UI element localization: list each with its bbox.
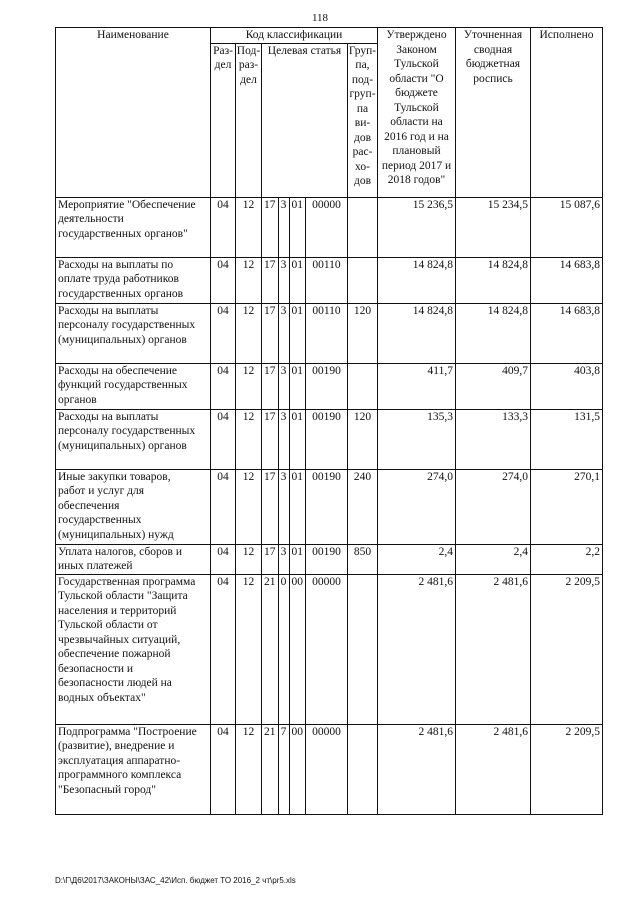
header-revised: Уточненная сводная бюджетная роспись [456,28,531,198]
row-expense-group: 850 [348,544,378,574]
row-target-subprogram: 3 [278,544,289,574]
row-approved: 14 824,8 [378,257,456,303]
row-revised: 274,0 [456,469,531,544]
row-executed: 14 683,8 [531,303,603,363]
row-target-event: 00 [289,724,306,814]
row-expense-group [348,257,378,303]
row-subsection: 12 [236,409,262,469]
row-target-event: 01 [289,469,306,544]
row-approved: 411,7 [378,363,456,409]
table-row [56,363,603,409]
row-subsection: 12 [236,469,262,544]
row-target-subprogram: 3 [278,469,289,544]
row-expense-group: 240 [348,469,378,544]
row-target-direction: 00000 [306,724,348,814]
row-target-program: 17 [262,544,279,574]
row-section: 04 [211,724,236,814]
row-section: 04 [211,574,236,724]
row-name: Мероприятие "Обеспечение деятельности государственных органов" [56,197,211,257]
row-section: 04 [211,363,236,409]
row-target-subprogram: 3 [278,257,289,303]
row-subsection: 12 [236,544,262,574]
row-section: 04 [211,257,236,303]
row-target-event: 01 [289,303,306,363]
row-target-event: 01 [289,197,306,257]
row-revised: 2 481,6 [456,574,531,724]
row-target-program: 17 [262,469,279,544]
row-section: 04 [211,409,236,469]
header-target-article: Целевая статья [262,43,348,197]
row-name: Государственная программа Тульской области "Защита населения и территорий Тульской области от чрезвычайных ситуаций, обеспечение пожарной безопасности и безопасности людей на водных объектах" [56,574,211,724]
row-section: 04 [211,469,236,544]
header-name: Наименование [56,28,211,198]
row-expense-group [348,197,378,257]
row-name: Расходы на выплаты персоналу государственных (муниципальных) органов [56,409,211,469]
table-row [56,257,603,303]
row-executed: 2,2 [531,544,603,574]
row-expense-group: 120 [348,303,378,363]
row-approved: 2,4 [378,544,456,574]
header-executed: Исполнено [531,28,603,198]
row-target-direction: 00190 [306,409,348,469]
row-target-direction: 00190 [306,469,348,544]
row-revised: 2,4 [456,544,531,574]
row-executed: 131,5 [531,409,603,469]
header-classification: Код классификации [211,28,378,44]
row-expense-group [348,574,378,724]
row-approved: 15 236,5 [378,197,456,257]
row-name: Уплата налогов, сборов и иных платежей [56,544,211,574]
row-target-direction: 00190 [306,544,348,574]
row-executed: 15 087,6 [531,197,603,257]
header-section: Раз- дел [211,43,236,197]
file-path-footer: D:\Г\Д6\2017\ЗАКОНЫ\ЗАС_42\Исп. бюджет ТО 2016_2 чт\pr5.xls [55,876,296,885]
table-row [56,544,603,574]
row-section: 04 [211,197,236,257]
header-approved: Утверждено Законом Тульской области "О бюджете Тульской области на 2016 год и на плановый период 2017 и 2018 годов" [378,28,456,198]
row-subsection: 12 [236,257,262,303]
row-approved: 2 481,6 [378,724,456,814]
row-revised: 15 234,5 [456,197,531,257]
row-target-subprogram: 0 [278,574,289,724]
row-name: Иные закупки товаров, работ и услуг для обеспечения государственных (муниципальных) нужд [56,469,211,544]
row-target-program: 17 [262,303,279,363]
header-expense-group: Груп- па, под- груп- па ви- дов рас- хо- дов [348,43,378,197]
row-target-program: 17 [262,363,279,409]
row-target-program: 21 [262,724,279,814]
table-row [56,724,603,814]
row-subsection: 12 [236,574,262,724]
row-revised: 409,7 [456,363,531,409]
row-target-subprogram: 3 [278,303,289,363]
row-approved: 14 824,8 [378,303,456,363]
row-revised: 14 824,8 [456,257,531,303]
row-executed: 2 209,5 [531,724,603,814]
row-target-program: 17 [262,409,279,469]
row-name: Расходы на обеспечение функций государственных органов [56,363,211,409]
table-row [56,409,603,469]
row-approved: 135,3 [378,409,456,469]
row-section: 04 [211,303,236,363]
row-subsection: 12 [236,724,262,814]
row-target-direction: 00000 [306,197,348,257]
page-number: 118 [311,12,329,24]
header-subsection: Под- раз- дел [236,43,262,197]
row-target-subprogram: 7 [278,724,289,814]
row-target-direction: 00110 [306,257,348,303]
row-target-program: 17 [262,257,279,303]
row-expense-group [348,724,378,814]
row-target-direction: 00110 [306,303,348,363]
row-subsection: 12 [236,363,262,409]
row-executed: 2 209,5 [531,574,603,724]
row-revised: 2 481,6 [456,724,531,814]
row-target-event: 01 [289,257,306,303]
row-target-event: 01 [289,544,306,574]
row-revised: 133,3 [456,409,531,469]
budget-table [55,27,603,815]
row-target-subprogram: 3 [278,409,289,469]
row-executed: 270,1 [531,469,603,544]
row-target-direction: 00000 [306,574,348,724]
row-approved: 274,0 [378,469,456,544]
table-row [56,574,603,724]
row-name: Расходы на выплаты персоналу государственных (муниципальных) органов [56,303,211,363]
row-target-program: 21 [262,574,279,724]
row-expense-group: 120 [348,409,378,469]
row-target-event: 01 [289,363,306,409]
row-target-subprogram: 3 [278,363,289,409]
table-row [56,303,603,363]
row-target-event: 00 [289,574,306,724]
row-executed: 403,8 [531,363,603,409]
table-row [56,469,603,544]
row-target-program: 17 [262,197,279,257]
row-name: Расходы на выплаты по оплате труда работников государственных органов [56,257,211,303]
table-row [56,197,603,257]
row-target-direction: 00190 [306,363,348,409]
row-target-event: 01 [289,409,306,469]
row-section: 04 [211,544,236,574]
row-executed: 14 683,8 [531,257,603,303]
row-subsection: 12 [236,303,262,363]
row-approved: 2 481,6 [378,574,456,724]
row-subsection: 12 [236,197,262,257]
row-expense-group [348,363,378,409]
row-name: Подпрограмма "Построение (развитие), внедрение и эксплуатация аппаратно- программного комплекса "Безопасный город" [56,724,211,814]
row-revised: 14 824,8 [456,303,531,363]
row-target-subprogram: 3 [278,197,289,257]
